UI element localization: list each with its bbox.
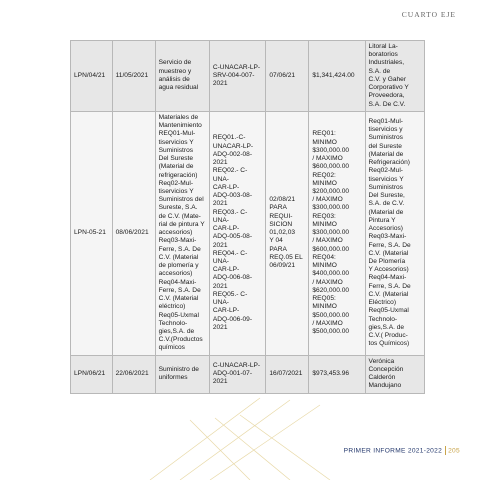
contract-amount: $973,453.96	[309, 355, 365, 393]
tender-date: 22/06/2021	[112, 355, 155, 393]
tender-concept: Suministro de uniformes	[155, 355, 209, 393]
award-date: 07/06/21	[266, 41, 309, 112]
tender-date: 08/06/2021	[112, 111, 155, 355]
award-date: 16/07/2021	[266, 355, 309, 393]
page-number: 205	[448, 447, 460, 455]
table-row	[71, 111, 425, 355]
contract-code: C-UNACAR-LP- ADQ-001-07-2021	[209, 355, 266, 393]
award-date: 02/08/21 PARA REQUI- SICION 01,02,03 Y 04 PARA REQ.05 EL 06/09/21	[266, 111, 309, 355]
table-row	[71, 41, 425, 112]
tender-date: 11/05/2021	[112, 41, 155, 112]
footer-divider	[445, 446, 446, 455]
provider: Verónica Concepción Calderón Mandujano	[365, 355, 424, 393]
provider: Req01-Mul- tiservicios y Suministros del Sureste (Material de Refrigeración) Req02-Mul- tiservicios Y Suministros Del Sureste, S.A. de C.V. (Material de Pintura Y Accesorios) Req03-Maxi- Ferre, S.A. De C.V. (Material De Plomería Y Accesorios) Req04-Maxi- Ferre, S.A. De C.V. (Material Eléctrico) Req05-Uxmal Technolo- gies,S.A. de C.V.( Produc- tos Químicos)	[365, 111, 424, 355]
section-header: CUARTO EJE	[401, 10, 456, 19]
tender-number: LPN/04/21	[71, 41, 113, 112]
tender-concept: Servicio de muestreo y análisis de agua residual	[155, 41, 209, 112]
provider: Litoral La- boratorios Industriales, S.A. de C.V. y Gaher Corporativo Y Proveedora, S.A. De C.V.	[365, 41, 424, 112]
table-row	[71, 355, 425, 393]
tender-number: LPN/06/21	[71, 355, 113, 393]
contract-amount: $1,341,424.00	[309, 41, 365, 112]
contract-code: C-UNACAR-LP- SRV-004-007-2021	[209, 41, 266, 112]
procurement-table	[70, 40, 425, 394]
tender-number: LPN-05-21	[71, 111, 113, 355]
tender-concept: Materiales de Mantenimiento REQ01-Mul- tiservicios Y Suministros Del Sureste (Material de refrigeración) Req02-Mul- tiservicios Y Suministros del Sureste, S.A. de C.V. (Mate- rial de pintura Y accesorios) Req03-Maxi- Ferre, S.A. De C.V. (Material de plomería y accesorios) Req04-Maxi- Ferre, S.A. De C.V. (Material eléctrico) Req05-Uxmal Technolo- gies,S.A. de C.V.(Productos químicos	[155, 111, 209, 355]
report-title: PRIMER INFORME 2021-2022	[343, 447, 443, 455]
contract-amount: REQ01: MINIMO $300,000.00 / MAXIMO $600,000.00 REQ02: MINIMO $200,000.00 / MAXIMO $300,000.00 REQ03: MINIMO $300,000.00 / MAXIMO $600,000.00 REQ04: MINIMO $400,000.00 / MAXIMO $620,000.00 REQ05: MINIMO $500,000.00 / MAXIMO $500,000.00	[309, 111, 365, 355]
page-footer	[344, 446, 460, 455]
contract-code: REQ01.-C- UNACAR-LP- ADQ-002-08-2021 REQ02.- C-UNA- CAR-LP- ADQ-003-08-2021 REQ03.- C-UNA- CAR-LP- ADQ-005-08-2021 REQ04.- C-UNA- CAR-LP- ADQ-006-08-2021 REQ05.- C-UNA- CAR-LP- ADQ-006-09-2021	[209, 111, 266, 355]
